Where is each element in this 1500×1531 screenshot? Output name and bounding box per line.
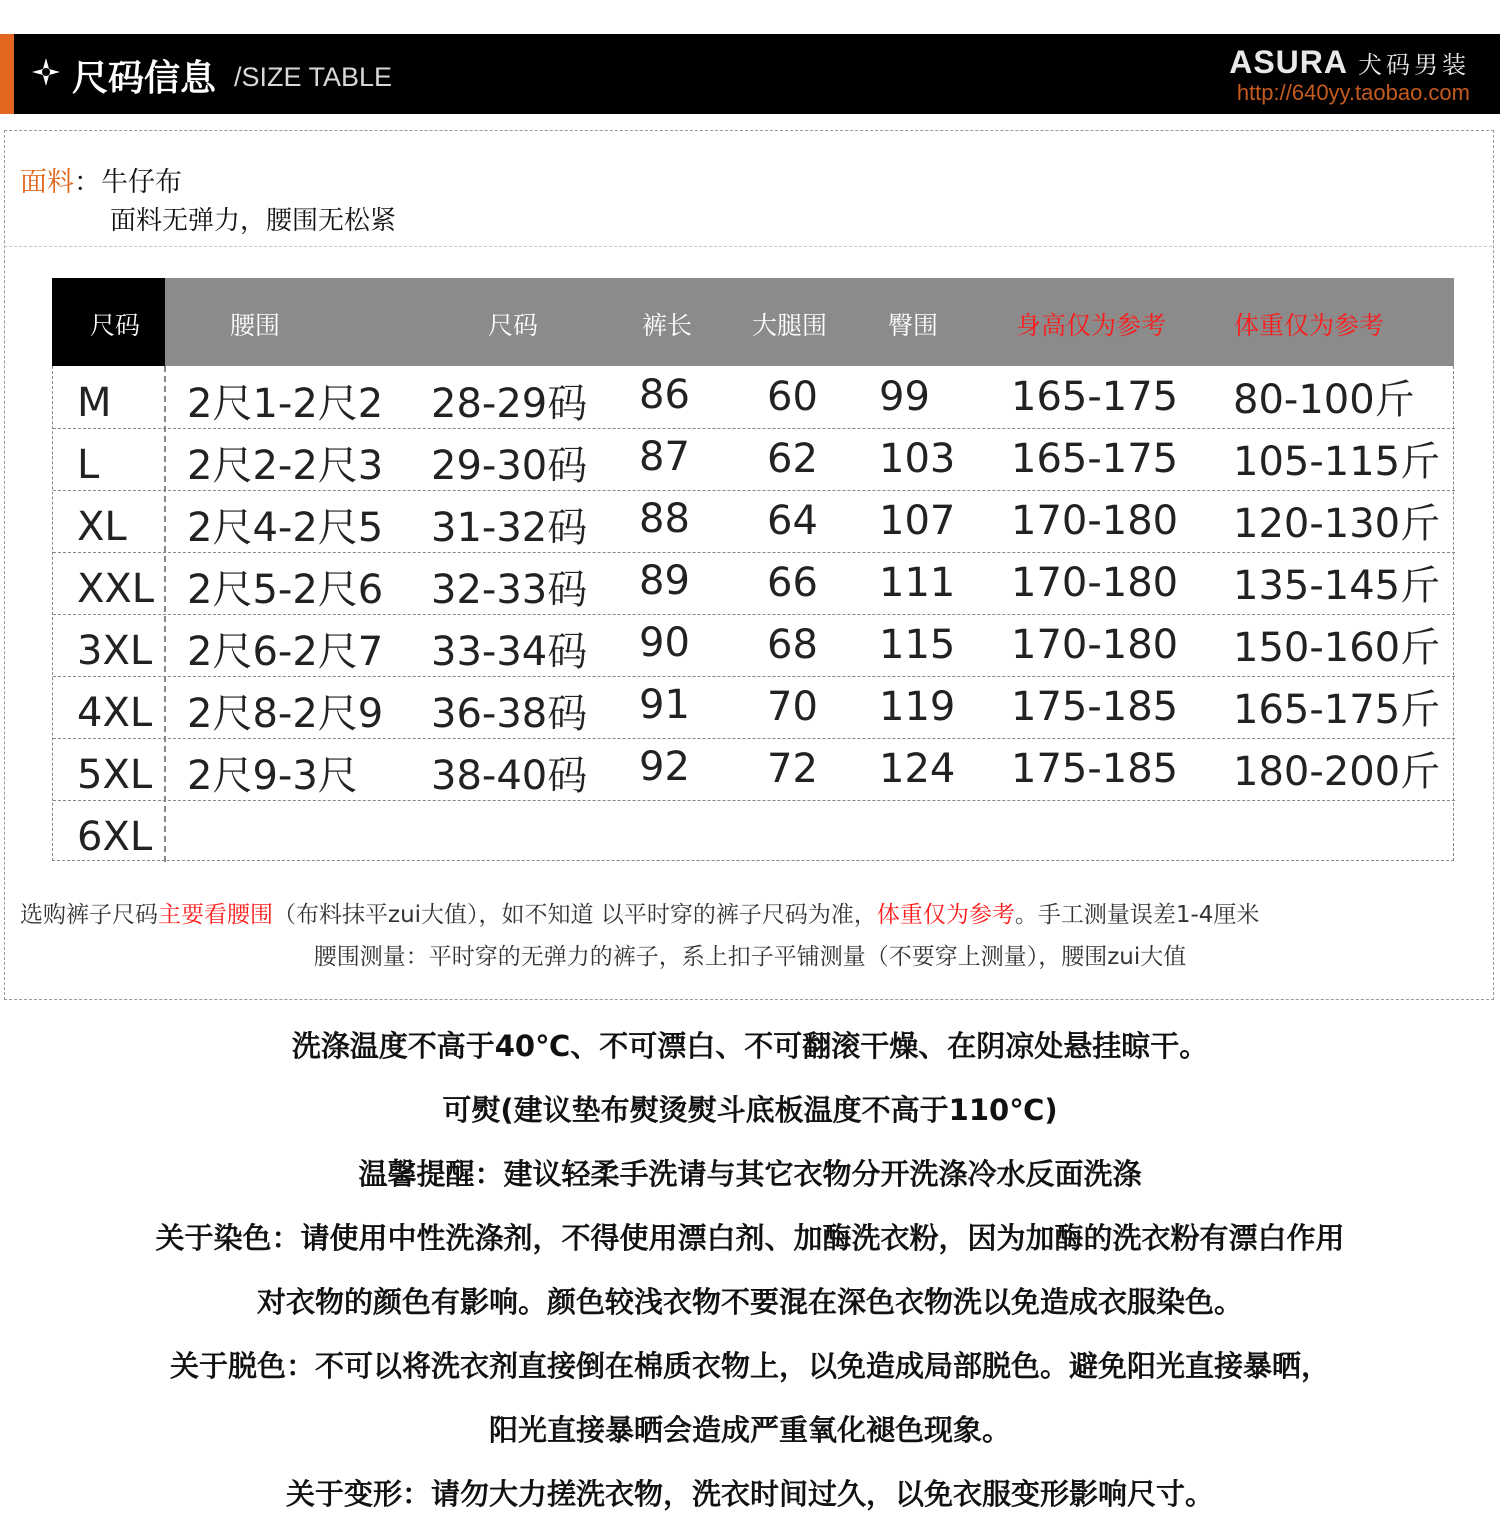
page-title: 尺码信息 <box>72 58 217 99</box>
cell-size: L <box>77 442 100 488</box>
shop-url: http://640yy.taobao.com <box>1236 80 1470 105</box>
cell-hip: 115 <box>879 622 956 668</box>
cell-waist: 2尺5-2尺6 <box>187 567 384 613</box>
note-text-a: 选购裤子尺码 <box>20 902 158 928</box>
care-line: 阳光直接暴晒会造成严重氧化褪色现象。 <box>488 1413 1011 1447</box>
cell-hip: 111 <box>879 560 956 606</box>
cell-code: 36-38码 <box>431 691 588 737</box>
cell-size: 6XL <box>77 814 153 860</box>
table-row <box>53 366 1455 429</box>
cell-waist: 2尺8-2尺9 <box>187 691 384 737</box>
header-length: 裤长 <box>642 311 693 340</box>
table-body <box>52 366 1454 861</box>
cell-weight: 180-200斤 <box>1233 749 1441 795</box>
cell-code: 33-34码 <box>431 629 588 675</box>
fabric-divider <box>4 246 1492 247</box>
cell-hip: 107 <box>879 498 956 544</box>
sizing-note <box>20 896 1259 929</box>
cell-height: 175-185 <box>1011 684 1179 730</box>
cell-waist: 2尺4-2尺5 <box>187 505 384 551</box>
cell-height: 170-180 <box>1011 560 1179 606</box>
cell-thigh: 70 <box>767 684 818 730</box>
cell-code: 38-40码 <box>431 753 588 799</box>
care-line: 关于脱色：不可以将洗衣剂直接倒在棉质衣物上，以免造成局部脱色。避免阳光直接暴晒， <box>169 1349 1330 1383</box>
cell-height: 170-180 <box>1011 498 1179 544</box>
table-row <box>53 738 1455 801</box>
brand-name: ASURA <box>1229 44 1348 80</box>
table-row <box>53 490 1455 553</box>
header-code: 尺码 <box>488 311 539 340</box>
cell-size: 4XL <box>77 690 153 736</box>
cell-hip: 99 <box>879 374 930 420</box>
cell-weight: 120-130斤 <box>1233 501 1441 547</box>
note-highlight-weight: 体重仅为参考 <box>876 902 1015 928</box>
cell-weight: 80-100斤 <box>1233 377 1415 423</box>
cell-size: 5XL <box>77 752 153 798</box>
header-size: 尺码 <box>90 311 141 340</box>
cell-thigh: 62 <box>767 436 818 482</box>
table-row <box>53 614 1455 677</box>
cell-weight: 150-160斤 <box>1233 625 1441 671</box>
cell-waist: 2尺9-3尺 <box>187 753 358 799</box>
cell-size: XL <box>77 504 127 550</box>
cell-height: 170-180 <box>1011 622 1179 668</box>
brand-name-cn: 犬码男装 <box>1358 51 1470 79</box>
cell-code: 28-29码 <box>431 381 588 427</box>
note-text-c: （布料抹平zui大值），如不知道 以平时穿的裤子尺码为准， <box>273 902 877 928</box>
cell-hip: 119 <box>879 684 956 730</box>
header-hip: 臀围 <box>888 311 939 340</box>
cell-thigh: 64 <box>767 498 818 544</box>
table-row <box>53 428 1455 491</box>
cell-waist: 2尺6-2尺7 <box>187 629 384 675</box>
cell-height: 165-175 <box>1011 374 1179 420</box>
cell-code: 32-33码 <box>431 567 588 613</box>
note-highlight-waist: 主要看腰围 <box>158 902 273 928</box>
cell-hip: 124 <box>879 746 956 792</box>
cell-length: 89 <box>639 558 690 604</box>
fabric-detail: 面料无弹力，腰围无松紧 <box>110 206 397 236</box>
size-table <box>52 278 1454 862</box>
table-row <box>53 676 1455 739</box>
crosshair-ornament-icon <box>30 56 62 88</box>
brand-logo <box>1229 44 1470 81</box>
cell-thigh: 68 <box>767 622 818 668</box>
table-row <box>53 800 1455 862</box>
fabric-colon: ： <box>74 167 101 198</box>
cell-code: 31-32码 <box>431 505 588 551</box>
cell-size: 3XL <box>77 628 153 674</box>
care-line: 关于变形：请勿大力搓洗衣物，洗衣时间过久，以免衣服变形影响尺寸。 <box>285 1477 1214 1511</box>
header-accent-strip <box>0 34 14 114</box>
header-bar <box>0 34 1500 114</box>
header-thigh: 大腿围 <box>752 311 828 340</box>
cell-weight: 105-115斤 <box>1233 439 1441 485</box>
care-line: 洗涤温度不高于40℃、不可漂白、不可翻滚干燥、在阴凉处悬挂晾干。 <box>291 1029 1209 1063</box>
waist-measure-note: 腰围测量：平时穿的无弹力的裤子，系上扣子平铺测量（不要穿上测量），腰围zui大值 <box>313 944 1187 970</box>
care-line: 对衣物的颜色有影响。颜色较浅衣物不要混在深色衣物洗以免造成衣服染色。 <box>256 1285 1243 1319</box>
cell-code: 29-30码 <box>431 443 588 489</box>
fabric-label: 面料 <box>20 167 74 198</box>
header-waist: 腰围 <box>230 311 281 340</box>
page-subtitle: /SIZE TABLE <box>234 62 393 92</box>
cell-thigh: 72 <box>767 746 818 792</box>
header-weight: 体重仅为参考 <box>1234 311 1385 340</box>
note-text-e: 。手工测量误差1-4厘米 <box>1014 902 1260 928</box>
size-column-divider <box>164 366 166 862</box>
fabric-value: 牛仔布 <box>101 167 182 198</box>
cell-height: 165-175 <box>1011 436 1179 482</box>
cell-hip: 103 <box>879 436 956 482</box>
cell-length: 88 <box>639 496 690 542</box>
cell-waist: 2尺2-2尺3 <box>187 443 384 489</box>
cell-length: 91 <box>639 682 690 728</box>
cell-thigh: 66 <box>767 560 818 606</box>
cell-length: 86 <box>639 372 690 418</box>
cell-weight: 165-175斤 <box>1233 687 1441 733</box>
cell-waist: 2尺1-2尺2 <box>187 381 384 427</box>
care-line: 可熨(建议垫布熨烫熨斗底板温度不高于110℃) <box>442 1093 1058 1127</box>
cell-length: 92 <box>639 744 690 790</box>
cell-length: 87 <box>639 434 690 480</box>
table-header <box>52 278 1454 366</box>
care-line: 关于染色：请使用中性洗涤剂，不得使用漂白剂、加酶洗衣粉，因为加酶的洗衣粉有漂白作用 <box>155 1221 1345 1255</box>
cell-weight: 135-145斤 <box>1233 563 1441 609</box>
cell-size: XXL <box>77 566 155 612</box>
fabric-info <box>20 160 182 199</box>
cell-height: 175-185 <box>1011 746 1179 792</box>
header-height: 身高仅为参考 <box>1016 311 1167 340</box>
care-line: 温馨提醒：建议轻柔手洗请与其它衣物分开洗涤冷水反面洗涤 <box>358 1157 1142 1191</box>
cell-size: M <box>77 380 112 426</box>
cell-length: 90 <box>639 620 690 666</box>
cell-thigh: 60 <box>767 374 818 420</box>
table-row <box>53 552 1455 615</box>
